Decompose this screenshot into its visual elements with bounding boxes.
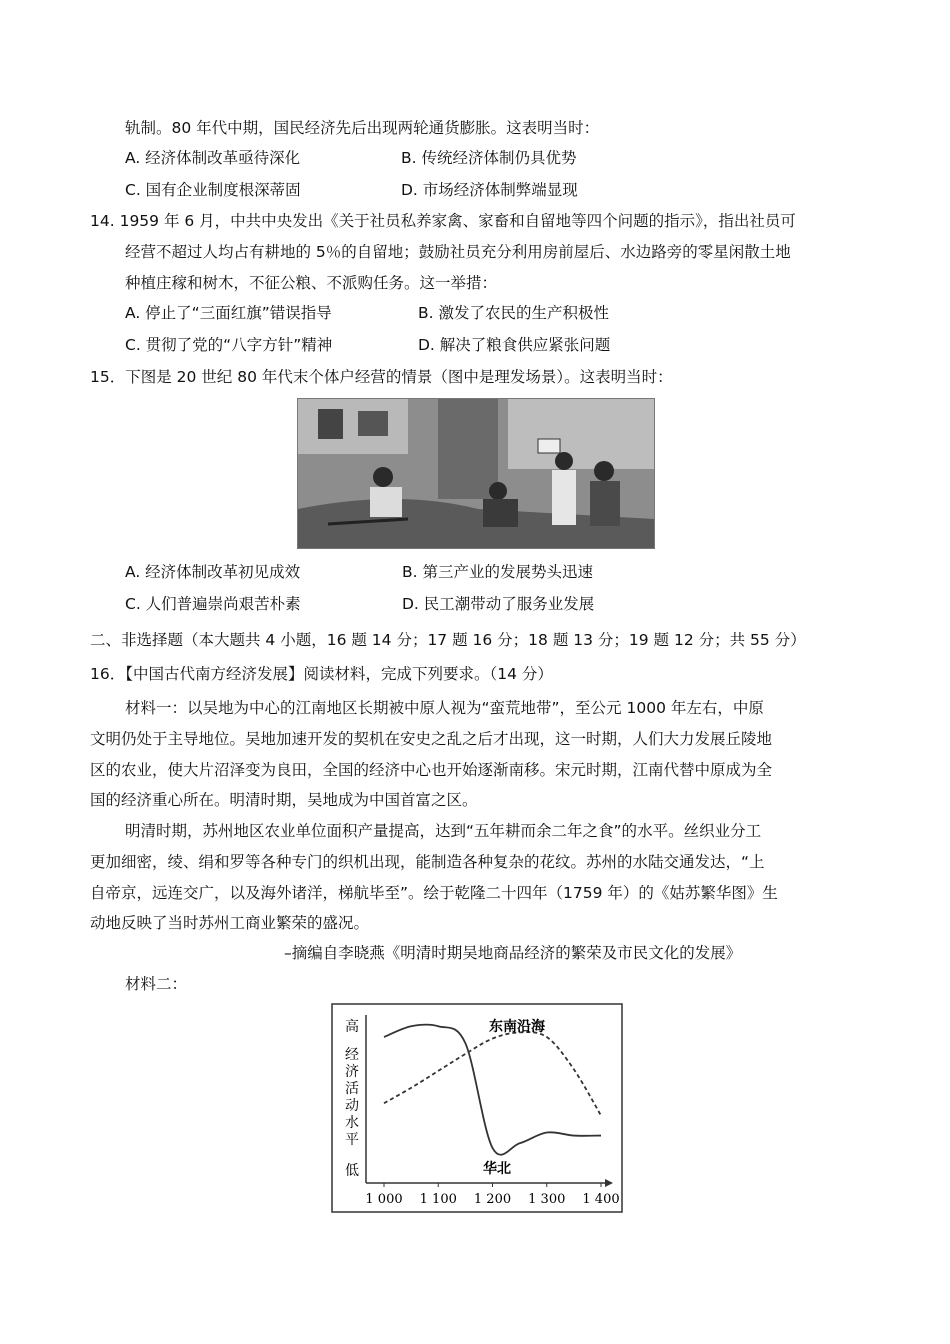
photo-illustration: [298, 399, 654, 548]
q14-stem-line1: 14. 1959 年 6 月，中共中央发出《关于社员私养家禽、家畜和自留地等四个问题的指示》，指出社员可: [90, 212, 796, 230]
x-tick-label: 1 200: [473, 1192, 512, 1207]
section-2-heading: 二、非选择题（本大题共 4 小题，16 题 14 分；17 题 16 分；18 题 13 分；19 题 12 分；共 55 分）: [90, 631, 806, 649]
q14-option-c: C. 贯彻了党的“八字方针”精神: [125, 336, 333, 354]
q13-option-c: C. 国有企业制度根深蒂固: [125, 181, 301, 199]
q16-material1b-line3: 自帝京，远连交广，以及海外诸洋，梯航毕至”。绘于乾隆二十四年（1759 年）的《姑苏繁华图》生: [90, 884, 778, 902]
y-axis-label-char: 经: [345, 1047, 359, 1063]
series-label-southeast: 东南沿海: [489, 1019, 545, 1035]
y-axis-label-char: 济: [345, 1064, 359, 1080]
series-line-southeast: [384, 1032, 601, 1115]
q13-option-a: A. 经济体制改革亟待深化: [125, 149, 301, 167]
q14-stem-line2: 经营不超过人均占有耕地的 5％的自留地；鼓励社员充分利用房前屋后、水边路旁的零星闲散土地: [125, 243, 791, 261]
y-axis-label-char: 水: [345, 1115, 359, 1131]
x-axis-arrow: [605, 1179, 613, 1187]
series-label-north: 华北: [483, 1161, 511, 1177]
y-axis-label-char: 活: [345, 1081, 359, 1097]
q16-material1-line1: 材料一：以吴地为中心的江南地区长期被中原人视为“蛮荒地带”，至公元 1000 年左右，中原: [125, 699, 764, 717]
y-axis-label-char: 平: [345, 1132, 359, 1148]
y-high-label: 高: [345, 1019, 359, 1035]
q16-title: 16．【中国古代南方经济发展】阅读材料，完成下列要求。（14 分）: [90, 665, 553, 683]
x-tick-label: 1 400: [582, 1192, 620, 1207]
q16-material1-line4: 国的经济重心所在。明清时期，吴地成为中国首富之区。: [90, 791, 478, 809]
q13-option-b: B. 传统经济体制仍具优势: [401, 149, 577, 167]
q14-option-b: B. 激发了农民的生产积极性: [418, 304, 609, 322]
q15-option-a: A. 经济体制改革初见成效: [125, 563, 301, 581]
y-axis-label-char: 动: [345, 1098, 359, 1114]
q15-option-d: D. 民工潮带动了服务业发展: [402, 595, 595, 613]
x-tick-label: 1 100: [419, 1192, 457, 1207]
q15-option-b: B. 第三产业的发展势头迅速: [402, 563, 593, 581]
x-tick-label: 1 300: [528, 1192, 566, 1207]
q14-option-a: A. 停止了“三面红旗”错误指导: [125, 304, 332, 322]
q16-material1b-line4: 动地反映了当时苏州工商业繁荣的盛况。: [90, 914, 370, 932]
q16-material1-line2: 文明仍处于主导地位。吴地加速开发的契机在安史之乱之后才出现，这一时期，人们大力发展丘陵地: [90, 730, 773, 748]
q16-material2-label: 材料二：: [125, 975, 188, 993]
q13-tail: 轨制。80 年代中期，国民经济先后出现两轮通货膨胀。这表明当时：: [125, 119, 600, 137]
q14-stem-line3: 种植庄稼和树木，不征公粮、不派购任务。这一举措：: [125, 274, 498, 292]
chart-frame: [332, 1004, 622, 1212]
q16-material1b-line1: 明清时期，苏州地区农业单位面积产量提高，达到“五年耕而余二年之食”的水平。丝织业分工: [125, 822, 762, 840]
q16-material1b-line2: 更加细密，绫、绢和罗等各种专门的织机出现，能制造各种复杂的花纹。苏州的水陆交通发达，“上: [90, 853, 765, 871]
q15-option-c: C. 人们普遍崇尚艰苦朴素: [125, 595, 301, 613]
chart-svg: [331, 1003, 623, 1213]
y-axis-label: [345, 1047, 359, 1148]
q16-material1-line3: 区的农业，使大片沼泽变为良田，全国的经济中心也开始逐渐南移。宋元时期，江南代替中原成为全: [90, 761, 773, 779]
q14-option-d: D. 解决了粮食供应紧张问题: [418, 336, 611, 354]
y-low-label: 低: [345, 1163, 359, 1179]
x-tick-label: 1 000: [365, 1192, 403, 1207]
q16-source: –摘编自李晓燕《明清时期吴地商品经济的繁荣及市民文化的发展》: [284, 944, 742, 962]
barber-scene-photo: [297, 398, 655, 549]
economic-activity-chart: [331, 1003, 623, 1213]
q15-stem: 15．下图是 20 世纪 80 年代末个体户经营的情景（图中是理发场景）。这表明当时：: [90, 368, 673, 386]
q13-option-d: D. 市场经济体制弊端显现: [401, 181, 578, 199]
series-line-north: [384, 1024, 601, 1154]
